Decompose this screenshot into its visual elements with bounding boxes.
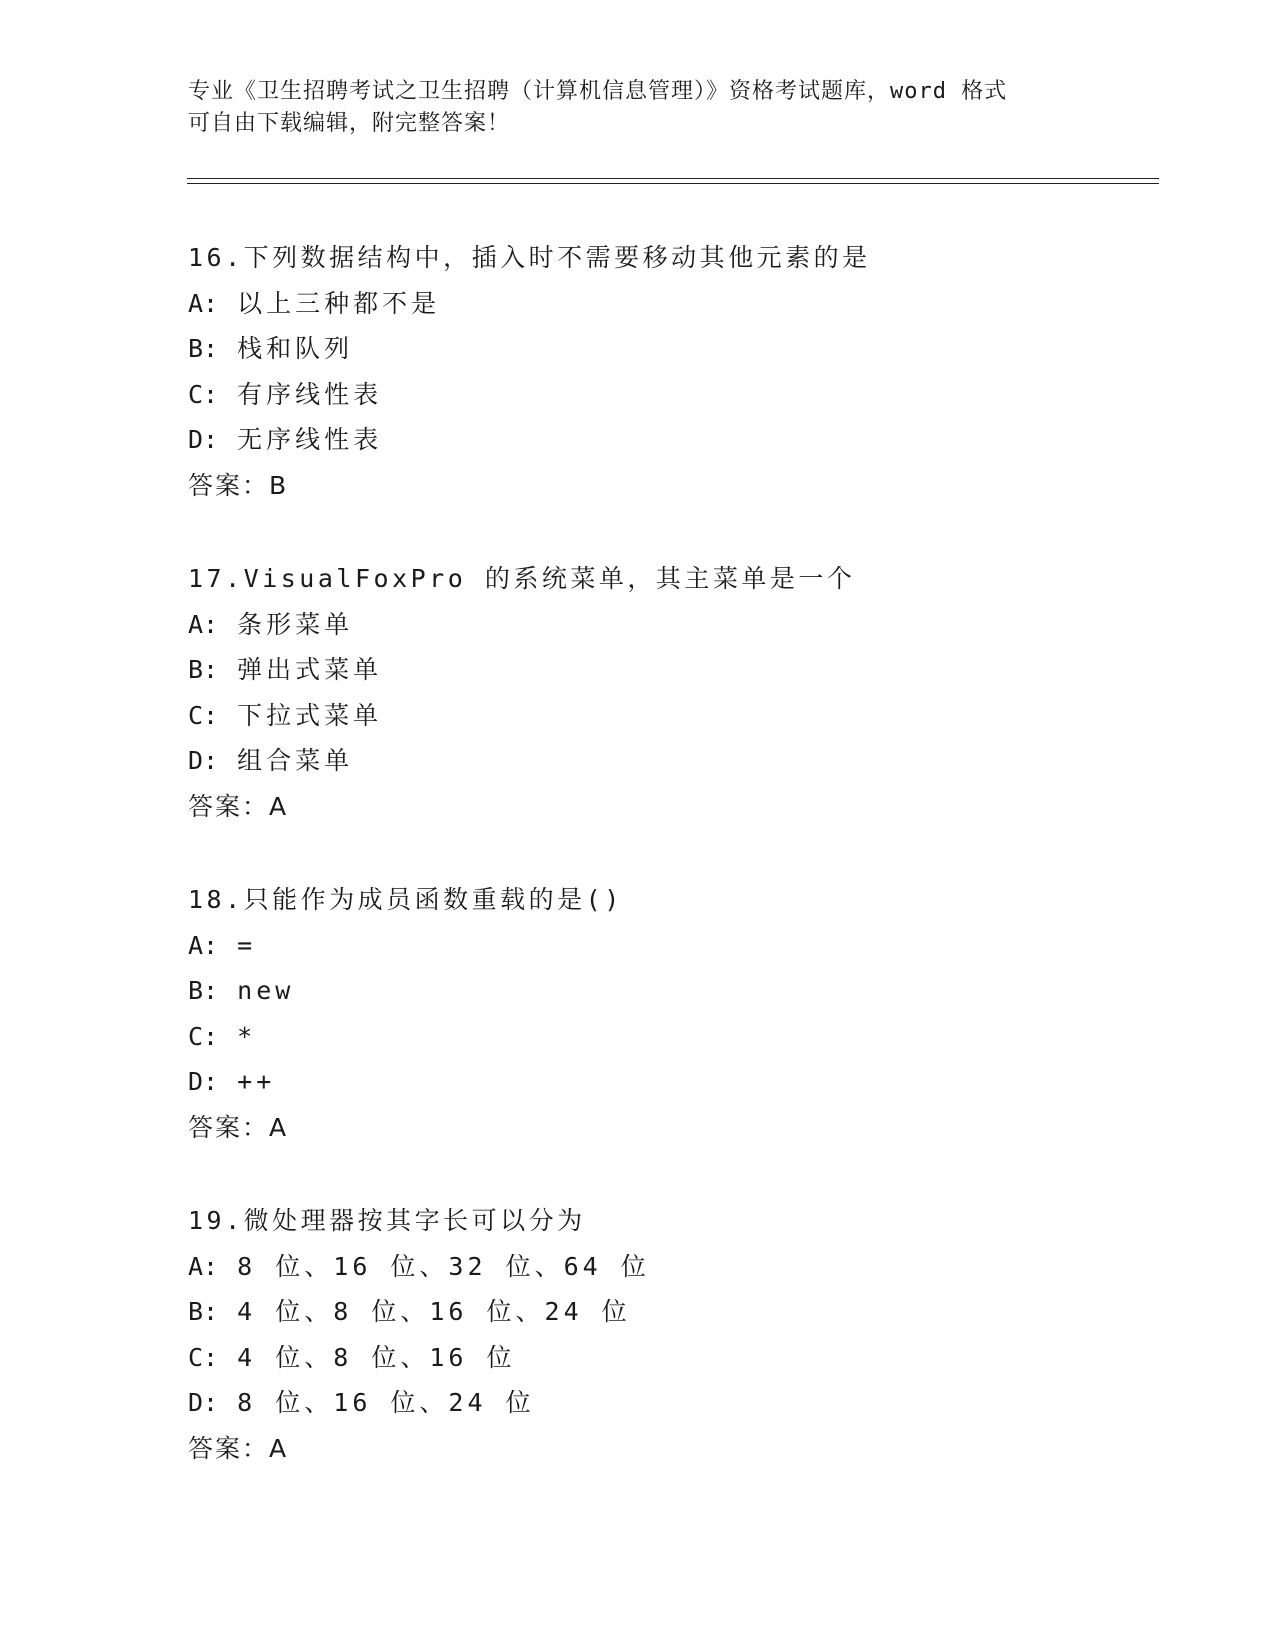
option-text: new	[237, 976, 295, 1006]
option-text: 4 位、8 位、16 位	[237, 1342, 516, 1372]
option-letter: B:	[188, 655, 219, 685]
option-text: =	[237, 930, 257, 960]
option-text: 组合菜单	[237, 746, 354, 776]
option-text: 有序线性表	[237, 379, 383, 409]
option-letter: A:	[188, 609, 219, 639]
option-text: 条形菜单	[237, 609, 354, 639]
option-letter: C:	[188, 700, 219, 730]
option-letter: B:	[188, 976, 219, 1006]
question-title: 16.下列数据结构中，插入时不需要移动其他元素的是	[188, 243, 871, 272]
answer-line: 答案：A	[188, 1112, 289, 1142]
option-letter: B:	[188, 334, 219, 364]
option-letter: C:	[188, 1021, 219, 1051]
option-a	[188, 923, 1148, 969]
option-text: 弹出式菜单	[237, 655, 383, 685]
question-17	[188, 556, 1148, 830]
option-letter: D:	[188, 1067, 219, 1097]
option-d	[188, 417, 1148, 463]
option-b	[188, 326, 1148, 372]
option-text: *	[237, 1021, 257, 1051]
option-b	[188, 968, 1148, 1014]
question-18	[188, 877, 1148, 1151]
question-title: 18.只能作为成员函数重载的是()	[188, 885, 623, 914]
answer-line: 答案：B	[188, 470, 289, 500]
option-d	[188, 1380, 1148, 1426]
option-text: 8 位、16 位、24 位	[237, 1388, 535, 1418]
option-letter: D:	[188, 746, 219, 776]
answer-line: 答案：A	[188, 1433, 289, 1463]
header-divider-bottom	[187, 183, 1159, 184]
option-text: 8 位、16 位、32 位、64 位	[237, 1251, 650, 1281]
option-b	[188, 647, 1148, 693]
question-16	[188, 235, 1148, 509]
option-text: 栈和队列	[237, 334, 354, 364]
option-letter: A:	[188, 930, 219, 960]
option-c	[188, 1014, 1148, 1060]
option-text: ++	[237, 1067, 276, 1097]
option-letter: D:	[188, 425, 219, 455]
option-text: 无序线性表	[237, 425, 383, 455]
option-letter: A:	[188, 1251, 219, 1281]
option-text: 下拉式菜单	[237, 700, 383, 730]
option-text: 以上三种都不是	[237, 288, 441, 318]
option-text: 4 位、8 位、16 位、24 位	[237, 1297, 631, 1327]
question-title: 19.微处理器按其字长可以分为	[188, 1206, 586, 1235]
option-c	[188, 1335, 1148, 1381]
option-a	[188, 1244, 1148, 1290]
answer-line: 答案：A	[188, 791, 289, 821]
header-divider-top	[187, 178, 1159, 179]
option-a	[188, 281, 1148, 327]
option-letter: C:	[188, 1342, 219, 1372]
option-d	[188, 738, 1148, 784]
document-header	[188, 76, 1088, 140]
header-line-1: 专业《卫生招聘考试之卫生招聘（计算机信息管理）》资格考试题库，word 格式	[188, 79, 1008, 104]
option-c	[188, 372, 1148, 418]
option-letter: B:	[188, 1297, 219, 1327]
option-letter: C:	[188, 379, 219, 409]
option-c	[188, 693, 1148, 739]
header-line-2: 可自由下载编辑，附完整答案！	[188, 111, 511, 136]
option-b	[188, 1289, 1148, 1335]
option-letter: A:	[188, 288, 219, 318]
question-19	[188, 1198, 1148, 1472]
option-a	[188, 602, 1148, 648]
option-letter: D:	[188, 1388, 219, 1418]
option-d	[188, 1059, 1148, 1105]
question-title: 17.VisualFoxPro 的系统菜单，其主菜单是一个	[188, 564, 856, 593]
